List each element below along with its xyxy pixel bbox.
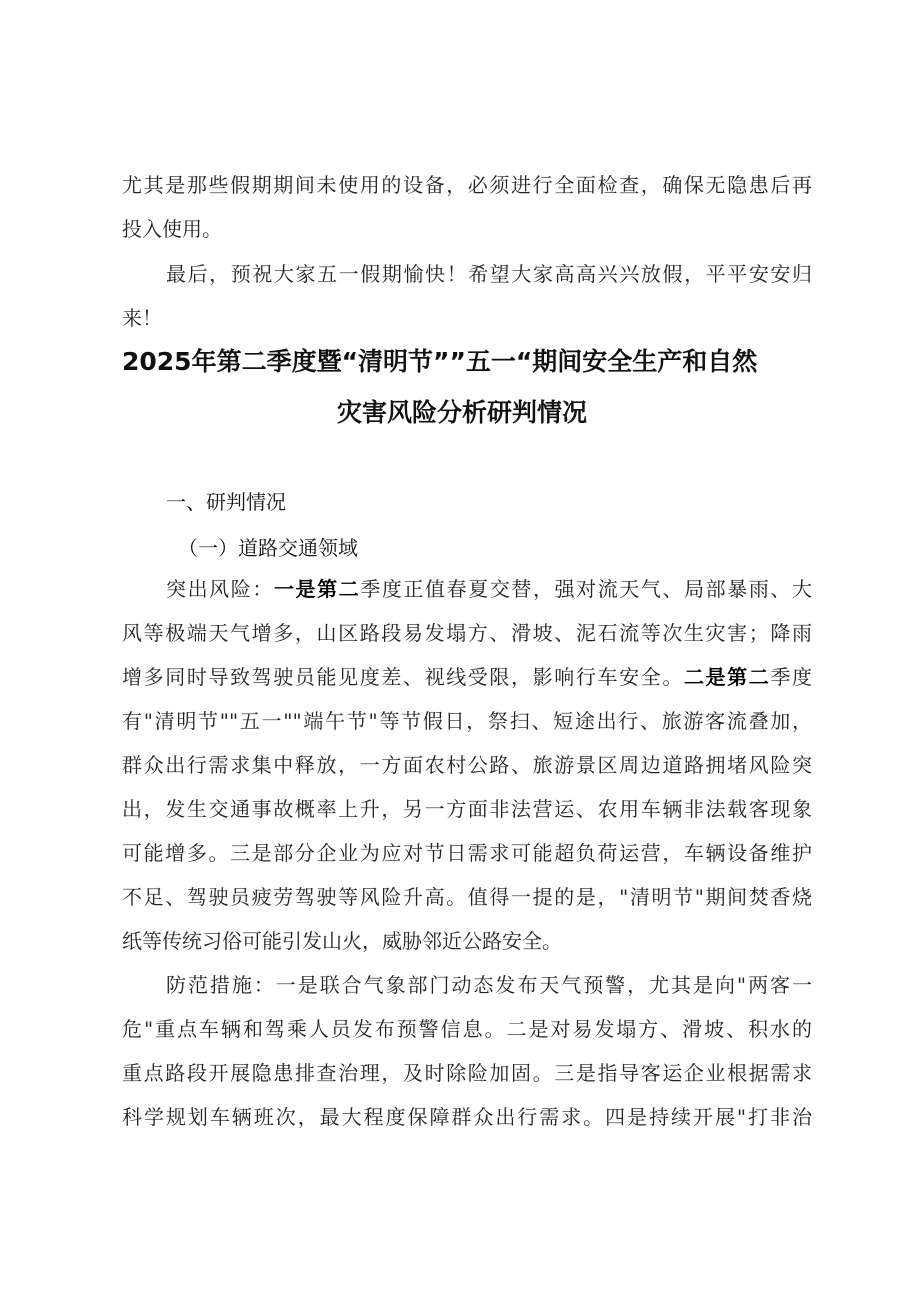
risk-point-one: 一是第二 (273, 577, 361, 601)
measures-paragraph-line: 危"重点车辆和驾乘人员发布预警信息。二是对易发塌方、滑坡、积水的 (122, 1017, 812, 1041)
risk-paragraph-line: 可能增多。三是部分企业为应对节日需求可能超负荷运营，车辆设备维护 (122, 841, 812, 865)
intro-paragraph-line: 投入使用。 (122, 217, 222, 241)
document-title-line2: 灾害风险分析研判情况 (337, 398, 588, 427)
measures-paragraph-line: 重点路段开展隐患排查治理，及时除险加固。三是指导客运企业根据需求 (122, 1061, 812, 1085)
risk-paragraph-line: 出，发生交通事故概率上升，另一方面非法营运、农用车辆非法载客现象 (122, 797, 812, 821)
measures-paragraph-line: 科学规划车辆班次，最大程度保障群众出行需求。四是持续开展"打非治 (122, 1105, 812, 1129)
risk-paragraph-line: 有"清明节""五一""端午节"等节假日，祭扫、短途出行、旅游客流叠加， (122, 709, 812, 733)
risk-paragraph-line (166, 577, 812, 601)
risk-paragraph-line (122, 665, 812, 689)
closing-paragraph-line: 最后，预祝大家五一假期愉快！希望大家高高兴兴放假，平平安安归 (166, 262, 812, 286)
section-heading: 一、研判情况 (166, 490, 286, 514)
closing-paragraph-line: 来！ (122, 306, 162, 330)
risk-text: 增多同时导致驾驶员能见度差、视线受限，影响行车安全。 (122, 665, 684, 689)
risk-paragraph-line: 群众出行需求集中释放，一方面农村公路、旅游景区周边道路拥堵风险突 (122, 753, 812, 777)
risk-text: 季度 (770, 665, 813, 689)
intro-paragraph-line: 尤其是那些假期期间未使用的设备，必须进行全面检查，确保无隐患后再 (122, 173, 812, 197)
risk-text: 季度正值春夏交替，强对流天气、局部暴雨、大 (360, 577, 813, 601)
risk-point-two: 二是第二 (683, 665, 771, 689)
risk-label: 突出风险： (166, 577, 274, 601)
risk-paragraph-line: 风等极端天气增多，山区路段易发塌方、滑坡、泥石流等次生灾害；降雨 (122, 621, 812, 645)
measures-paragraph-line: 防范措施：一是联合气象部门动态发布天气预警，尤其是向"两客一 (166, 973, 812, 997)
document-title-line1: 2025年第二季度暨“清明节””五一“期间安全生产和自然 (122, 347, 758, 376)
risk-paragraph-line: 纸等传统习俗可能引发山火，威胁邻近公路安全。 (122, 929, 562, 953)
risk-paragraph-line: 不足、驾驶员疲劳驾驶等风险升高。值得一提的是，"清明节"期间焚香烧 (122, 885, 812, 909)
subsection-heading: （一）道路交通领域 (178, 536, 358, 560)
